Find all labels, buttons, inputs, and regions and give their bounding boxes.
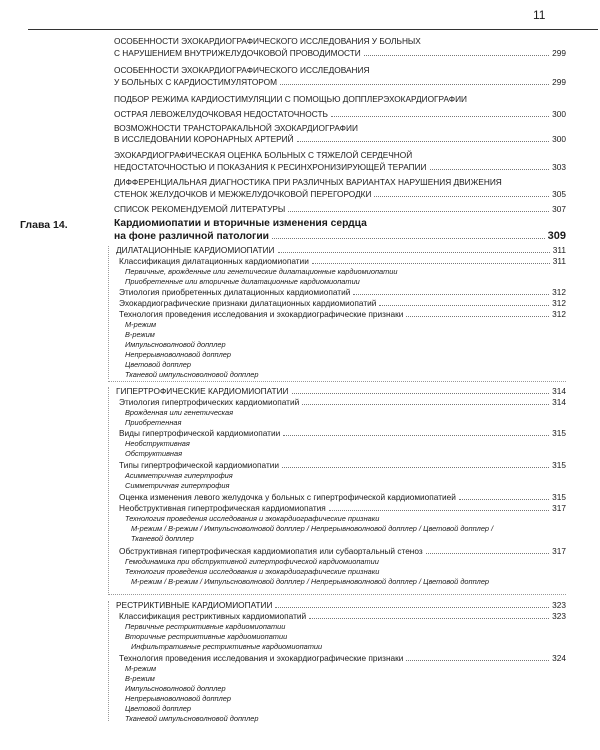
toc-subitem: В-режим <box>125 330 155 339</box>
toc-subitem: Приобретенные или вторичные дилатационные кардиомиопатии <box>125 277 360 286</box>
toc-subitem: Симметричная гипертрофия <box>125 481 230 490</box>
toc-entry-5[interactable] <box>114 134 566 144</box>
toc-subitem: Вторичные рестриктивные кардиомиопатии <box>125 632 288 641</box>
dot-leader <box>353 294 549 295</box>
toc-subitem: Импульсноволновой допплер <box>125 684 226 693</box>
toc-subitem: Непрерывноволновой допплер <box>125 694 231 703</box>
toc-entry-text: В ИССЛЕДОВАНИИ КОРОНАРНЫХ АРТЕРИЙ <box>114 134 294 144</box>
header-rule <box>28 29 598 30</box>
dot-leader <box>406 316 549 317</box>
toc-entry-page: 300 <box>552 109 566 119</box>
dot-leader <box>331 116 549 117</box>
toc-entry-text: ОСТРАЯ ЛЕВОЖЕЛУДОЧКОВАЯ НЕДОСТАТОЧНОСТЬ <box>114 109 328 119</box>
toc-entry-text: У БОЛЬНЫХ С КАРДИОСТИМУЛЯТОРОМ <box>114 77 277 87</box>
toc-entry-page: 307 <box>552 204 566 214</box>
dot-leader <box>329 510 549 511</box>
toc-entry-page: 303 <box>552 162 566 172</box>
toc-item[interactable]: Типы гипертрофической кардиомиопатии 315 <box>119 460 566 470</box>
toc-entry-page: 300 <box>552 134 566 144</box>
toc-subitem: Импульсноволновой допплер <box>125 340 226 349</box>
toc-entry-8[interactable] <box>114 204 566 214</box>
toc-subitem: Непрерывноволновой допплер <box>125 350 231 359</box>
section-title-dilated[interactable]: ДИЛАТАЦИОННЫЕ КАРДИОМИОПАТИИ 311 <box>116 245 566 255</box>
toc-entry-text: НЕДОСТАТОЧНОСТЬЮ И ПОКАЗАНИЯ К РЕСИНХРОНИЗИРУЮЩЕЙ ТЕРАПИИ <box>114 162 427 172</box>
dot-leader <box>309 618 549 619</box>
chapter-title-text: на фоне различной патологии <box>114 231 269 242</box>
toc-item[interactable]: Виды гипертрофической кардиомиопатии 315 <box>119 428 566 438</box>
toc-entry-7-line-1: ДИФФЕРЕНЦИАЛЬНАЯ ДИАГНОСТИКА ПРИ РАЗЛИЧНЫХ ВАРИАНТАХ НАРУШЕНИЯ ДВИЖЕНИЯ <box>114 177 502 187</box>
dot-leader <box>374 196 549 197</box>
toc-entry-page: 299 <box>552 48 566 58</box>
toc-subitem: Врожденная или генетическая <box>125 408 234 417</box>
toc-item[interactable]: Этиология приобретенных дилатационных кардиомиопатий 312 <box>119 287 566 297</box>
dot-leader <box>459 499 549 500</box>
toc-subitem: Технология проведения исследования и эхокардиографические признаки <box>125 514 380 523</box>
section-separator <box>108 381 566 382</box>
dot-leader <box>292 393 550 394</box>
toc-entry-7[interactable] <box>114 189 566 199</box>
toc-subitem: Первичные, врожденные или генетические дилатационные кардиомиопатии <box>125 267 398 276</box>
dot-leader <box>379 305 549 306</box>
dot-leader <box>426 553 549 554</box>
toc-item[interactable]: Оценка изменения левого желудочка у больных с гипертрофической кардиомиопатией 315 <box>119 492 566 502</box>
chapter-label: Глава 14. <box>20 219 68 231</box>
dot-leader <box>312 263 550 264</box>
toc-entry-page: 305 <box>552 189 566 199</box>
dot-leader <box>283 435 549 436</box>
section-title-hypertrophic[interactable]: ГИПЕРТРОФИЧЕСКИЕ КАРДИОМИОПАТИИ 314 <box>116 386 566 396</box>
dot-leader <box>297 141 550 142</box>
toc-item[interactable]: Технология проведения исследования и эхокардиографические признаки 324 <box>119 653 566 663</box>
toc-entry-6-line-1: ЭХОКАРДИОГРАФИЧЕСКАЯ ОЦЕНКА БОЛЬНЫХ С ТЯЖЕЛОЙ СЕРДЕЧНОЙ <box>114 150 413 160</box>
toc-subitem: Тканевой импульсноволновой допплер <box>125 714 259 723</box>
chapter-page: 309 <box>547 230 566 242</box>
toc-entry-3[interactable]: ПОДБОР РЕЖИМА КАРДИОСТИМУЛЯЦИИ С ПОМОЩЬЮ ДОППЛЕРЭХОКАРДИОГРАФИИ <box>114 94 468 104</box>
toc-entry-text: С НАРУШЕНИЕМ ВНУТРИЖЕЛУДОЧКОВОЙ ПРОВОДИМОСТИ <box>114 48 361 58</box>
dot-leader <box>282 467 549 468</box>
chapter-title-line-1: Кардиомиопатии и вторичные изменения сердца <box>114 218 367 229</box>
toc-subitem: Первичные рестриктивные кардиомиопатии <box>125 622 286 631</box>
chapter-title[interactable] <box>114 230 566 243</box>
toc-item[interactable]: Этиология гипертрофических кардиомиопатий 314 <box>119 397 566 407</box>
toc-item[interactable]: Классификация рестриктивных кардиомиопатий 323 <box>119 611 566 621</box>
toc-subitem: Тканевой импульсноволновой допплер <box>125 370 259 379</box>
dot-leader <box>406 660 549 661</box>
dot-leader <box>280 84 549 85</box>
section-border <box>108 601 109 721</box>
toc-entry-1[interactable] <box>114 48 566 58</box>
toc-subitem: Необструктивная <box>125 439 190 448</box>
dot-leader <box>275 607 549 608</box>
toc-entry-page: 299 <box>552 77 566 87</box>
toc-subitem: Цветовой допплер <box>125 360 191 369</box>
toc-subitem: Обструктивная <box>125 449 183 458</box>
toc-subitem: Цветовой допплер <box>125 704 191 713</box>
toc-subitem: Тканевой допплер <box>131 534 194 543</box>
dot-leader <box>302 404 549 405</box>
toc-entry-4[interactable] <box>114 109 566 119</box>
dot-leader <box>364 55 549 56</box>
toc-subitem: В-режим <box>125 674 155 683</box>
toc-entry-text: СТЕНОК ЖЕЛУДОЧКОВ И МЕЖЖЕЛУДОЧКОВОЙ ПЕРЕГОРОДКИ <box>114 189 372 199</box>
toc-item[interactable]: Технология проведения исследования и эхокардиографические признаки 312 <box>119 309 566 319</box>
toc-entry-text: СПИСОК РЕКОМЕНДУЕМОЙ ЛИТЕРАТУРЫ <box>114 204 286 214</box>
toc-subitem: Гемодинамика при обструктивной гипертрофической кардиомиопатии <box>125 557 379 566</box>
toc-item[interactable]: Необструктивная гипертрофическая кардиомиопатия 317 <box>119 503 566 513</box>
page-number: 11 <box>533 8 546 22</box>
dot-leader <box>278 252 550 253</box>
toc-subitem: Приобретенная <box>125 418 182 427</box>
toc-subitem: М-режим / В-режим / Импульсноволновой допплер / Непрерывноволновой допплер / Цветовой допплер <box>131 577 490 586</box>
section-border <box>108 246 109 379</box>
toc-subitem: Инфильтративные рестриктивные кардиомиопатии <box>131 642 323 651</box>
toc-entry-6[interactable] <box>114 162 566 172</box>
toc-entry-2-line-1: ОСОБЕННОСТИ ЭХОКАРДИОГРАФИЧЕСКОГО ИССЛЕДОВАНИЯ <box>114 65 370 75</box>
dot-leader <box>272 238 545 239</box>
toc-item[interactable]: Обструктивная гипертрофическая кардиомиопатия или субаортальный стеноз 317 <box>119 546 566 556</box>
dot-leader <box>430 169 550 170</box>
toc-subitem: М-режим <box>125 320 157 329</box>
toc-entry-5-line-1: ВОЗМОЖНОСТИ ТРАНСТОРАКАЛЬНОЙ ЭХОКАРДИОГРАФИИ <box>114 123 358 133</box>
dot-leader <box>288 211 549 212</box>
toc-subitem: Технология проведения исследования и эхокардиографические признаки <box>125 567 380 576</box>
section-border <box>108 387 109 593</box>
toc-subitem: Асимметричная гипертрофия <box>125 471 233 480</box>
toc-item[interactable]: Классификация дилатационных кардиомиопатии 311 <box>119 256 566 266</box>
toc-entry-2[interactable] <box>114 77 566 87</box>
toc-subitem: М-режим <box>125 664 157 673</box>
section-separator <box>108 594 566 595</box>
toc-subitem: М-режим / В-режим / Импульсноволновой допплер / Непрерывноволновой допплер / Цветовой допплер / <box>131 524 494 533</box>
toc-entry-1-line-1: ОСОБЕННОСТИ ЭХОКАРДИОГРАФИЧЕСКОГО ИССЛЕДОВАНИЯ У БОЛЬНЫХ <box>114 36 421 46</box>
section-title-restrictive[interactable]: РЕСТРИКТИВНЫЕ КАРДИОМИОПАТИИ 323 <box>116 600 566 610</box>
toc-item[interactable]: Эхокардиографические признаки дилатационных кардиомиопатий 312 <box>119 298 566 308</box>
